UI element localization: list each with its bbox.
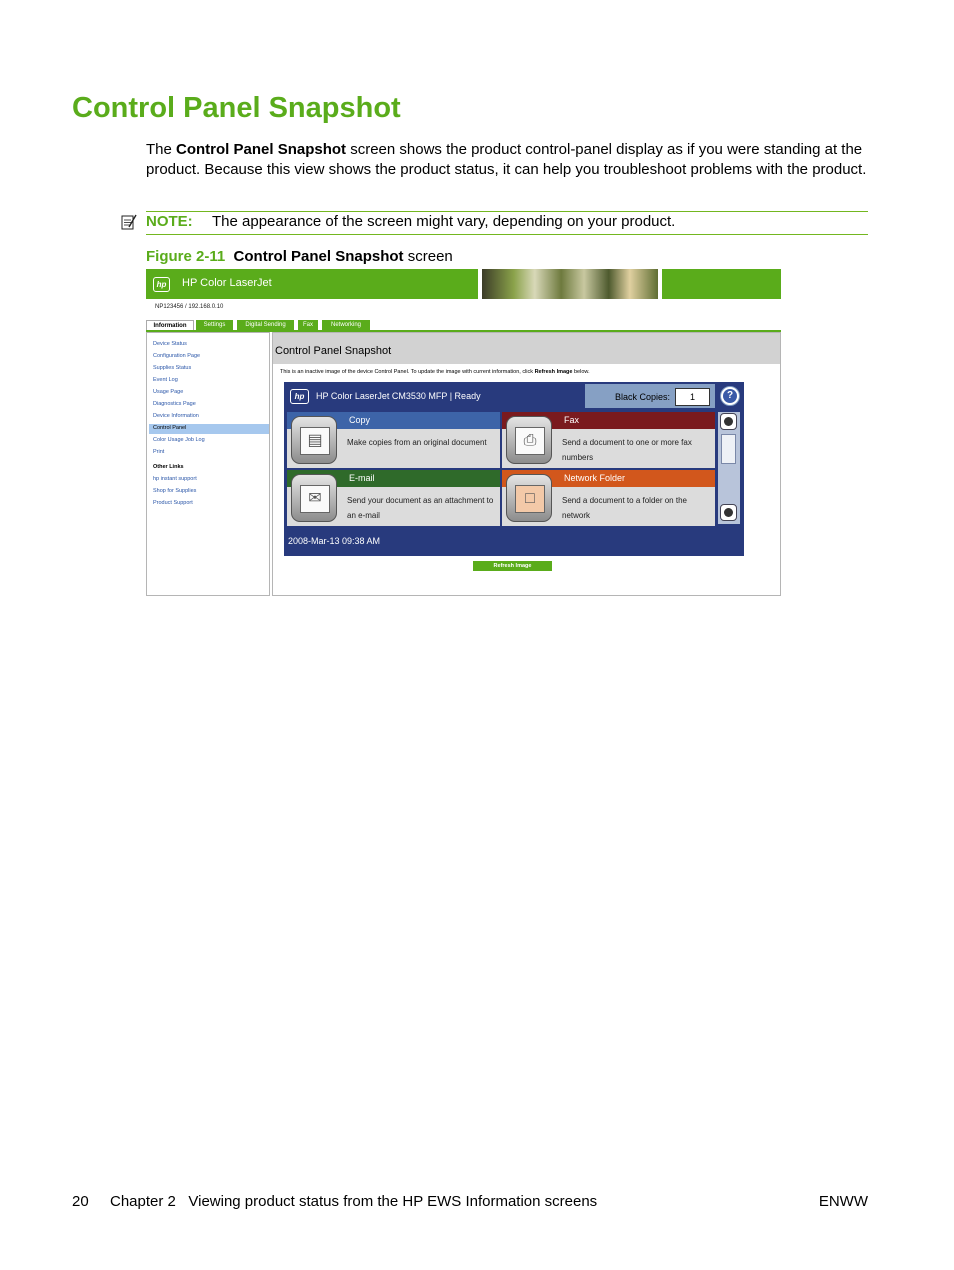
chapter-title: Chapter 2 Viewing product status from the HP EWS Information screens: [110, 1193, 598, 1210]
folder-icon: □: [506, 474, 552, 522]
other-links-heading: Other Links: [153, 464, 184, 470]
nav-item-event-log[interactable]: Event Log: [153, 377, 178, 383]
tab-networking[interactable]: Networking: [322, 320, 370, 330]
tile-email-desc: Send your document as an attachment to an e-mail: [347, 496, 494, 520]
instruction-pre: This is an inactive image of the device Control Panel. To update the image with current information, click: [280, 369, 535, 375]
tile-network-folder-title: Network Folder: [564, 473, 626, 483]
note-top-rule: [146, 211, 868, 212]
refresh-image-button[interactable]: Refresh Image: [473, 561, 552, 571]
page-title: Control Panel Snapshot: [72, 92, 401, 124]
copies-field: [585, 384, 715, 408]
note-box: [120, 211, 868, 234]
tile-network-folder-desc: Send a document to a folder on the network: [562, 496, 687, 520]
instruction-text: [280, 369, 590, 375]
footer-right-label: ENWW: [818, 1193, 868, 1210]
main-header: [273, 333, 780, 364]
scroll-up-icon[interactable]: [720, 413, 737, 430]
panel-status-text: HP Color LaserJet CM3530 MFP | Ready: [316, 391, 481, 401]
control-panel-image: [284, 382, 744, 556]
note-bottom-rule: [146, 234, 868, 235]
product-name: HP Color LaserJet: [182, 277, 272, 289]
instruction-bold: Refresh Image: [534, 369, 573, 375]
copy-icon: ▤: [291, 416, 337, 464]
scroll-down-icon[interactable]: [720, 504, 737, 521]
fax-icon: ⎙: [506, 416, 552, 464]
note-label: NOTE:: [146, 213, 193, 230]
device-ip: NP123456 / 192.168.0.10: [155, 304, 224, 310]
copies-label: Black Copies:: [615, 392, 671, 402]
main-title: Control Panel Snapshot: [275, 345, 392, 357]
tile-copy[interactable]: [287, 412, 500, 468]
left-navigation: [146, 332, 270, 596]
page-number: 20: [72, 1193, 89, 1210]
figure-caption: [146, 248, 453, 265]
ews-screenshot: [146, 269, 781, 596]
ews-header: [146, 269, 478, 299]
tile-fax-desc: Send a document to one or more fax numbers: [562, 438, 692, 462]
link-product-support[interactable]: Product Support: [153, 500, 193, 506]
figure-title-rest: screen: [403, 248, 453, 265]
nav-item-usage-page[interactable]: Usage Page: [153, 389, 184, 395]
tile-fax-title: Fax: [564, 415, 580, 425]
nav-item-device-status[interactable]: Device Status: [153, 341, 187, 347]
nav-item-supplies-status[interactable]: Supplies Status: [153, 365, 192, 371]
figure-number: Figure 2-11: [146, 248, 226, 265]
tile-network-folder[interactable]: [502, 470, 715, 526]
tab-settings[interactable]: Settings: [196, 320, 233, 330]
link-shop-for-supplies[interactable]: Shop for Supplies: [153, 488, 197, 494]
tile-fax[interactable]: [502, 412, 715, 468]
tab-fax[interactable]: Fax: [298, 320, 318, 330]
copies-input[interactable]: 1: [675, 388, 710, 406]
nav-item-control-panel[interactable]: Control Panel: [153, 425, 187, 431]
help-icon[interactable]: [720, 386, 740, 406]
note-icon: [120, 213, 138, 231]
intro-text-rest: screen shows the product control-panel display as if you were standing at the product. Because this view shows the product status, it can help you troubleshoot problems with the product.: [146, 141, 867, 178]
tile-copy-desc: Make copies from an original document: [347, 438, 487, 447]
tile-email-title: E-mail: [349, 473, 375, 483]
panel-scrollbar[interactable]: [718, 412, 740, 524]
tab-digital-sending[interactable]: Digital Sending: [237, 320, 294, 330]
intro-paragraph: [146, 140, 868, 179]
hp-logo-icon: hp: [153, 277, 170, 292]
intro-text: The: [146, 141, 177, 158]
nav-item-diagnostics-page[interactable]: Diagnostics Page: [153, 401, 196, 407]
note-text: The appearance of the screen might vary, depending on your product.: [212, 213, 676, 230]
panel-datetime: 2008-Mar-13 09:38 AM: [288, 536, 381, 546]
nav-item-device-information[interactable]: Device Information: [153, 413, 199, 419]
header-right-panel: [662, 269, 781, 299]
main-content: [272, 332, 781, 596]
panel-status-bar: [286, 384, 582, 408]
nav-item-print[interactable]: Print: [153, 449, 165, 455]
tile-email[interactable]: [287, 470, 500, 526]
intro-bold: Control Panel Snapshot: [176, 141, 347, 158]
link-hp-instant-support[interactable]: hp instant support: [153, 476, 197, 482]
figure-title: Control Panel Snapshot: [233, 248, 404, 265]
nav-item-configuration-page[interactable]: Configuration Page: [153, 353, 201, 359]
panel-hp-logo-icon: hp: [290, 389, 309, 404]
tile-copy-title: Copy: [349, 415, 371, 425]
scroll-thumb[interactable]: [721, 434, 736, 464]
email-icon: ✉: [291, 474, 337, 522]
instruction-post: below.: [572, 369, 590, 375]
nav-item-color-usage-job-log[interactable]: Color Usage Job Log: [153, 437, 205, 443]
header-banner-image: [482, 269, 658, 299]
tab-information[interactable]: Information: [146, 320, 194, 331]
